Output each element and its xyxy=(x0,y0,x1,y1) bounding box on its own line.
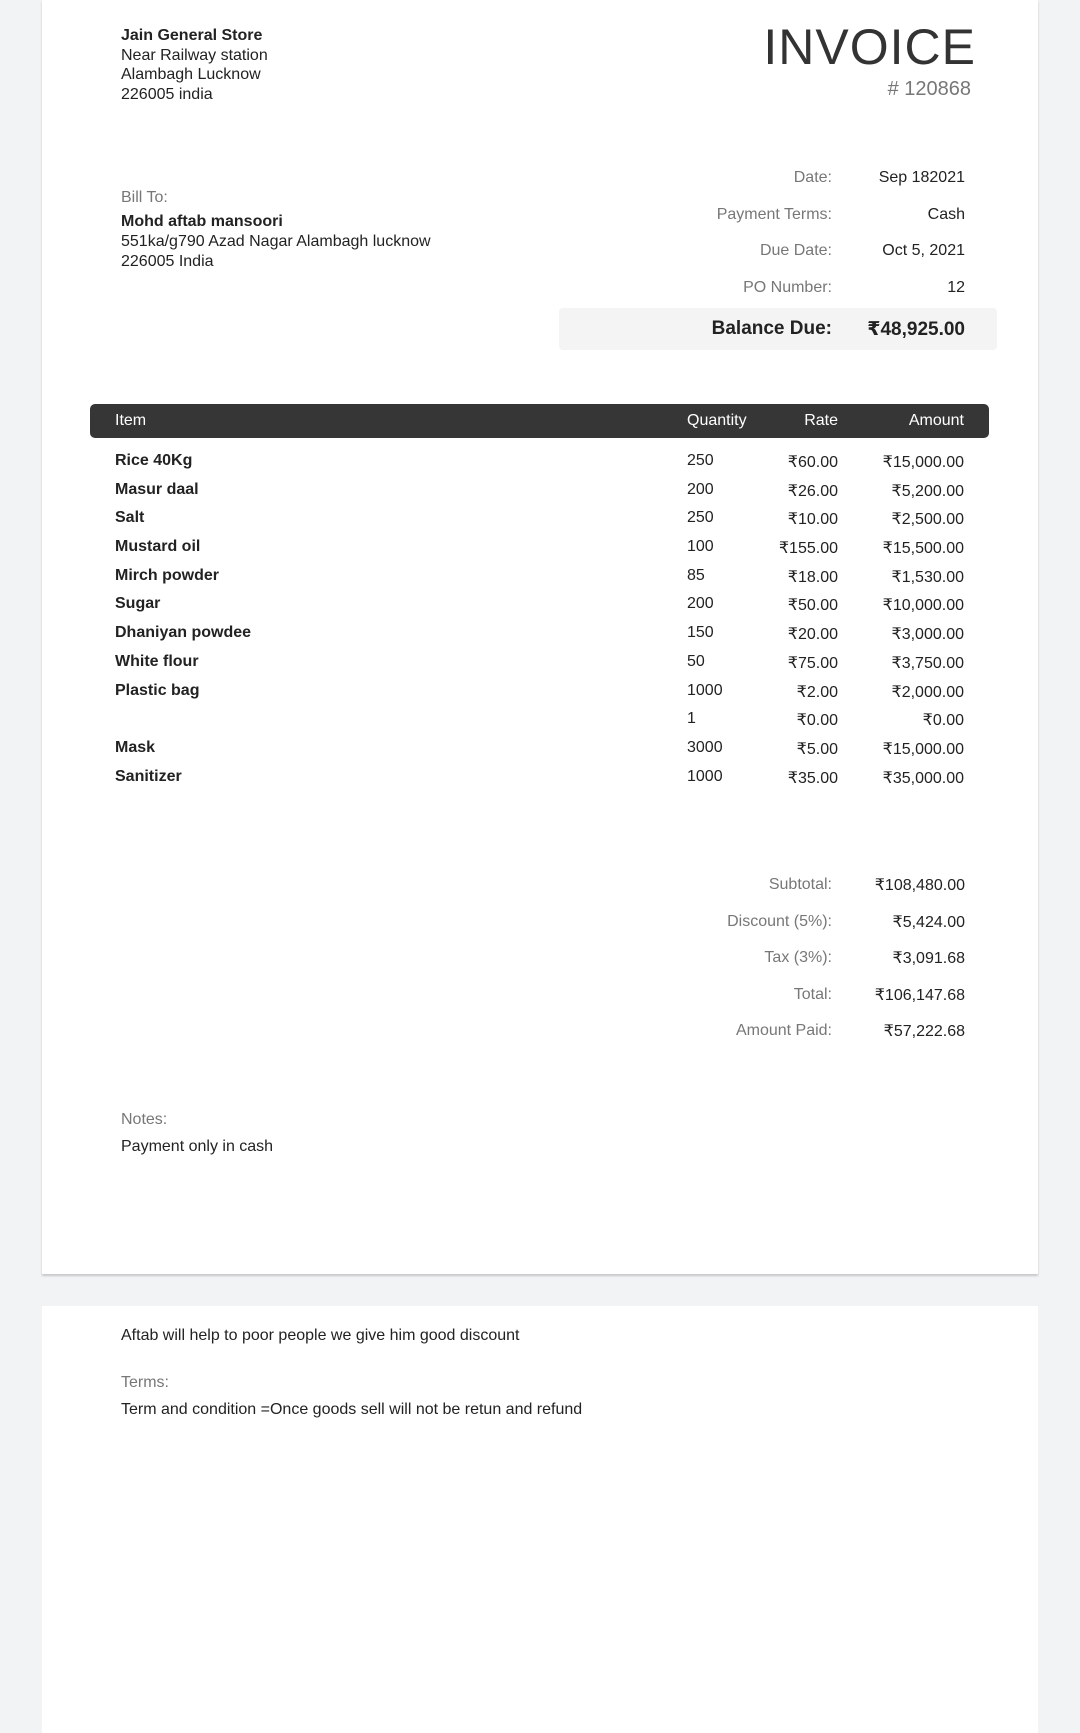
table-row xyxy=(90,678,989,707)
meta-label: Due Date: xyxy=(759,242,832,260)
cell-quantity: 85 xyxy=(687,566,705,584)
meta-value: Cash xyxy=(927,205,965,223)
cell-amount: ₹15,000.00 xyxy=(882,454,964,471)
notes-label: Notes: xyxy=(121,1111,168,1128)
cell-rate: ₹2.00 xyxy=(796,683,838,701)
total-value: ₹108,480.00 xyxy=(874,877,965,895)
cell-item: White flour xyxy=(115,652,199,670)
cell-item: Rice 40Kg xyxy=(115,452,193,469)
cell-amount: ₹3,000.00 xyxy=(891,626,964,644)
meta-value: Oct 5, 2021 xyxy=(882,242,965,260)
cell-quantity: 200 xyxy=(687,595,714,613)
notes-section xyxy=(121,1111,273,1156)
cell-item: Sanitizer xyxy=(115,767,182,785)
cell-item: Salt xyxy=(115,509,145,527)
cell-rate: ₹75.00 xyxy=(787,654,838,672)
total-row-subtotal xyxy=(559,867,997,904)
meta-label: Payment Terms: xyxy=(716,205,832,223)
cell-amount: ₹5,200.00 xyxy=(891,482,964,500)
total-label: Tax (3%): xyxy=(764,949,832,967)
table-row xyxy=(90,649,989,678)
meta-value: Sep 182021 xyxy=(878,169,965,187)
total-row-total xyxy=(559,977,997,1014)
invoice-title: INVOICE xyxy=(763,19,976,75)
invoice-number: # 120868 xyxy=(887,78,971,100)
cell-rate: ₹35.00 xyxy=(787,769,838,787)
meta-label: Date: xyxy=(793,169,832,187)
invoice-page-2 xyxy=(42,1306,1038,1733)
cell-quantity: 1 xyxy=(687,710,696,728)
invoice-meta xyxy=(559,160,997,350)
table-row xyxy=(90,448,989,477)
seller-info xyxy=(121,26,268,104)
cell-rate: ₹18.00 xyxy=(787,568,838,586)
bill-to xyxy=(121,188,431,272)
meta-payment-terms xyxy=(559,197,997,234)
header-amount: Amount xyxy=(908,412,964,429)
cell-rate: ₹26.00 xyxy=(787,482,838,500)
cell-amount: ₹15,000.00 xyxy=(882,740,964,758)
seller-address-line2: Alambagh Lucknow xyxy=(121,66,261,83)
customer-name: Mohd aftab mansoori xyxy=(121,213,283,230)
table-row xyxy=(90,620,989,649)
table-row xyxy=(90,505,989,534)
total-value: ₹106,147.68 xyxy=(874,986,965,1004)
table-row xyxy=(90,764,989,793)
table-row xyxy=(90,563,989,592)
seller-address-line3: 226005 india xyxy=(121,85,213,103)
cell-rate: ₹20.00 xyxy=(787,626,838,644)
cell-rate: ₹0.00 xyxy=(796,712,838,730)
total-value: ₹57,222.68 xyxy=(883,1023,965,1041)
cell-amount: ₹10,000.00 xyxy=(882,597,964,615)
invoice-page-1 xyxy=(42,0,1038,1274)
meta-value: 12 xyxy=(947,278,965,296)
seller-address-line1: Near Railway station xyxy=(121,46,268,64)
total-value: ₹5,424.00 xyxy=(892,913,965,931)
table-row xyxy=(90,735,989,764)
cell-rate: ₹155.00 xyxy=(778,540,838,558)
terms-label: Terms: xyxy=(121,1374,169,1391)
cell-item: Dhaniyan powdee xyxy=(115,624,252,642)
table-row xyxy=(90,591,989,620)
totals xyxy=(559,867,997,1050)
header-quantity: Quantity xyxy=(687,412,747,429)
items-table-header xyxy=(90,404,989,438)
cell-amount: ₹3,750.00 xyxy=(891,654,964,672)
meta-due-date xyxy=(559,233,997,270)
notes-text: Payment only in cash xyxy=(121,1138,274,1155)
total-label: Total: xyxy=(793,985,832,1003)
invoice-header xyxy=(763,18,976,101)
items-table-body xyxy=(90,448,989,792)
bill-to-label: Bill To: xyxy=(121,189,168,206)
total-row-discount xyxy=(559,904,997,941)
cell-amount: ₹15,500.00 xyxy=(882,540,964,558)
cell-rate: ₹5.00 xyxy=(796,740,838,758)
cell-amount: ₹2,000.00 xyxy=(891,683,964,701)
cell-quantity: 100 xyxy=(687,538,714,556)
cell-item: Masur daal xyxy=(115,480,199,498)
cell-item: Mask xyxy=(115,738,156,756)
cell-quantity: 50 xyxy=(687,652,705,670)
cell-amount: ₹2,500.00 xyxy=(891,511,964,529)
cell-item: Mirch powder xyxy=(115,566,220,584)
terms-section xyxy=(121,1374,582,1419)
meta-date xyxy=(559,160,997,197)
cell-item: Plastic bag xyxy=(115,681,200,699)
cell-quantity: 1000 xyxy=(687,681,723,699)
page2-note: Aftab will help to poor people we give him good discount xyxy=(121,1327,520,1344)
cell-quantity: 250 xyxy=(687,452,714,469)
balance-due-label: Balance Due: xyxy=(711,318,832,339)
cell-quantity: 1000 xyxy=(687,767,723,785)
balance-due xyxy=(559,308,997,350)
meta-label: PO Number: xyxy=(743,278,832,296)
terms-text: Term and condition =Once goods sell will not be retun and refund xyxy=(121,1401,583,1418)
cell-quantity: 150 xyxy=(687,624,714,642)
cell-quantity: 250 xyxy=(687,509,714,527)
table-row xyxy=(90,706,989,735)
cell-amount: ₹1,530.00 xyxy=(891,568,964,586)
header-rate: Rate xyxy=(804,412,838,429)
table-row xyxy=(90,477,989,506)
meta-po-number xyxy=(559,270,997,307)
customer-address-line1: 551ka/g790 Azad Nagar Alambagh lucknow xyxy=(121,233,431,250)
table-row xyxy=(90,534,989,563)
cell-amount: ₹35,000.00 xyxy=(882,769,964,787)
balance-due-value: ₹48,925.00 xyxy=(867,318,965,340)
cell-item: Mustard oil xyxy=(115,538,201,556)
total-label: Discount (5%): xyxy=(727,912,832,930)
cell-item: Sugar xyxy=(115,595,161,613)
cell-amount: ₹0.00 xyxy=(922,712,964,730)
total-label: Amount Paid: xyxy=(735,1022,832,1040)
cell-rate: ₹50.00 xyxy=(787,597,838,615)
total-row-tax xyxy=(559,940,997,977)
customer-address-line2: 226005 India xyxy=(121,253,214,270)
total-label: Subtotal: xyxy=(768,876,832,894)
cell-quantity: 200 xyxy=(687,480,714,498)
header-item: Item xyxy=(115,412,147,429)
cell-rate: ₹60.00 xyxy=(787,454,838,471)
total-row-amount-paid xyxy=(559,1013,997,1050)
cell-quantity: 3000 xyxy=(687,738,723,756)
seller-name: Jain General Store xyxy=(121,27,263,44)
total-value: ₹3,091.68 xyxy=(892,950,965,968)
cell-rate: ₹10.00 xyxy=(787,511,838,529)
